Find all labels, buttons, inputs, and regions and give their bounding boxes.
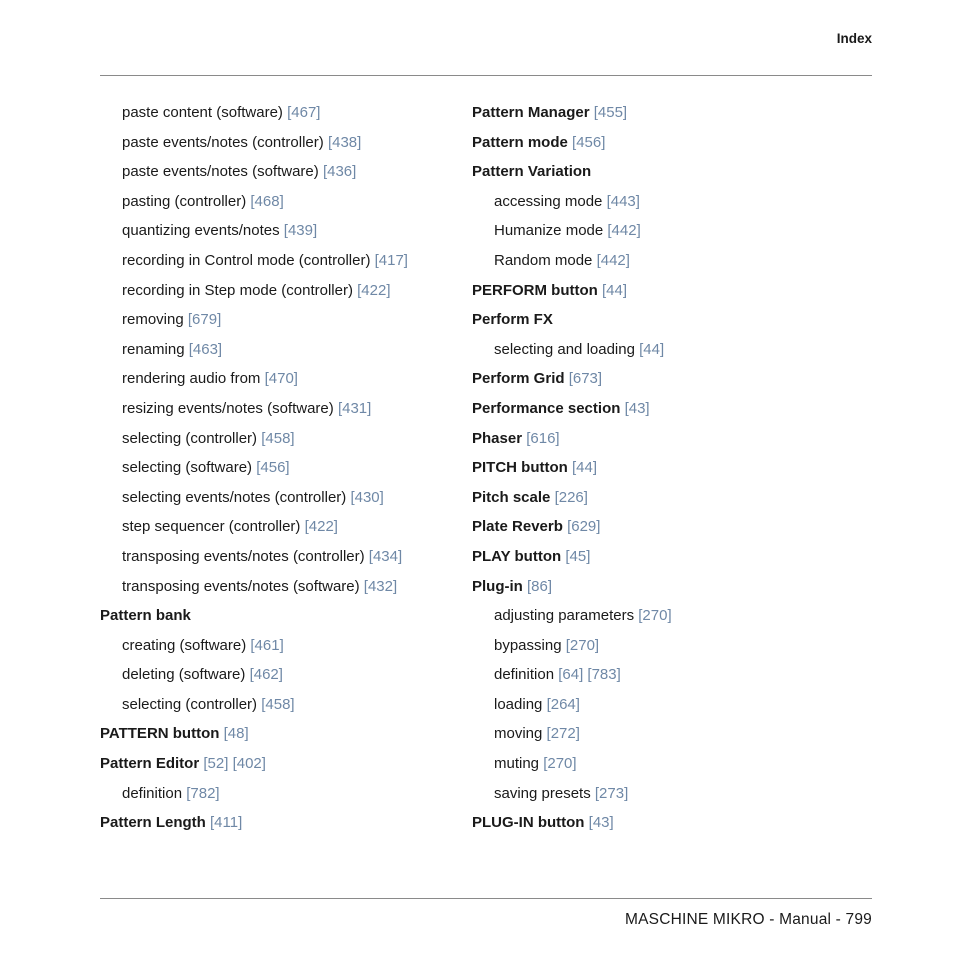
page-reference-link[interactable]: [438] bbox=[327, 133, 362, 151]
index-term: PLUG-IN button bbox=[472, 814, 585, 832]
page-reference-link[interactable]: [673] bbox=[568, 370, 603, 388]
page-reference-link[interactable]: [468] bbox=[250, 192, 284, 210]
index-term: PITCH button bbox=[472, 459, 568, 477]
index-term: definition bbox=[122, 784, 183, 802]
index-term: recording in Step mode (controller) bbox=[122, 281, 353, 299]
index-entry bbox=[472, 157, 832, 187]
page-reference-link[interactable]: [48] bbox=[223, 725, 249, 743]
page-reference-link[interactable]: [44] bbox=[571, 459, 598, 477]
index-term: transposing events/notes (controller) bbox=[122, 547, 365, 565]
index-subentry bbox=[100, 276, 460, 306]
page-reference-link[interactable]: [64] bbox=[558, 666, 584, 684]
index-term: saving presets bbox=[494, 784, 591, 802]
index-subentry bbox=[100, 187, 460, 217]
index-entry bbox=[472, 98, 832, 128]
index-subentry bbox=[100, 305, 460, 335]
header-section-label: Index bbox=[836, 31, 872, 46]
index-term: selecting (controller) bbox=[122, 429, 258, 447]
footer-rule bbox=[100, 898, 872, 899]
index-term: selecting and loading bbox=[494, 340, 635, 358]
index-term: Plug-in bbox=[472, 577, 523, 595]
index-subentry bbox=[100, 690, 460, 720]
page-reference-link[interactable]: [43] bbox=[588, 814, 614, 832]
page-reference-link[interactable]: [422] bbox=[304, 518, 338, 536]
index-subentry bbox=[100, 335, 460, 365]
index-term: transposing events/notes (software) bbox=[122, 577, 360, 595]
index-entry bbox=[100, 601, 460, 631]
index-term: adjusting parameters bbox=[494, 607, 635, 625]
page-reference-link[interactable]: [470] bbox=[264, 370, 298, 388]
page-reference-link[interactable]: [44] bbox=[639, 340, 665, 358]
index-term: paste events/notes (software) bbox=[122, 163, 319, 181]
page-reference-link[interactable]: [273] bbox=[594, 784, 629, 802]
index-entry bbox=[472, 128, 832, 158]
page-reference-link[interactable]: [442] bbox=[596, 251, 630, 269]
index-entry bbox=[472, 512, 832, 542]
index-subentry bbox=[472, 660, 832, 690]
index-term: step sequencer (controller) bbox=[122, 518, 301, 536]
index-subentry bbox=[472, 749, 832, 779]
page-reference-link[interactable]: [456] bbox=[256, 459, 290, 477]
index-term: Random mode bbox=[494, 251, 593, 269]
index-term: paste content (software) bbox=[122, 104, 283, 121]
page-reference-link[interactable]: [456] bbox=[572, 133, 606, 151]
index-entry bbox=[472, 572, 832, 602]
index-subentry bbox=[100, 483, 460, 513]
index-term: Performance section bbox=[472, 399, 621, 417]
page-reference-link[interactable]: [455] bbox=[593, 104, 628, 121]
page-reference-link[interactable]: [467] bbox=[287, 104, 321, 121]
page-reference-link[interactable]: [434] bbox=[368, 547, 403, 565]
page-reference-link[interactable]: [436] bbox=[322, 163, 357, 181]
index-entry bbox=[472, 424, 832, 454]
index-term: Pattern Variation bbox=[472, 163, 592, 181]
index-term: resizing events/notes (software) bbox=[122, 399, 334, 417]
page-reference-link[interactable]: [44] bbox=[601, 281, 628, 299]
page-reference-link[interactable]: [264] bbox=[546, 695, 580, 713]
index-entry bbox=[472, 808, 832, 838]
index-subentry bbox=[100, 157, 460, 187]
index-term: Pitch scale bbox=[472, 488, 551, 506]
index-entry bbox=[472, 394, 832, 424]
page-reference-link[interactable]: [417] bbox=[374, 251, 408, 269]
index-subentry bbox=[100, 779, 460, 809]
page-reference-link[interactable]: [411] bbox=[210, 814, 243, 832]
index-subentry bbox=[472, 246, 832, 276]
page-reference-link[interactable]: [402] bbox=[232, 755, 266, 773]
index-subentry bbox=[100, 128, 460, 158]
page-reference-link[interactable]: [431] bbox=[337, 399, 372, 417]
index-term: selecting (software) bbox=[122, 459, 253, 477]
page-reference-link[interactable]: [616] bbox=[526, 429, 560, 447]
page-reference-link[interactable]: [430] bbox=[350, 488, 384, 506]
index-term: PATTERN button bbox=[100, 725, 220, 743]
index-subentry bbox=[100, 98, 460, 128]
index-term: selecting events/notes (controller) bbox=[122, 488, 347, 506]
page-reference-link[interactable]: [270] bbox=[543, 755, 577, 773]
page-reference-link[interactable]: [782] bbox=[186, 784, 220, 802]
index-term: loading bbox=[494, 695, 543, 713]
index-entry bbox=[100, 808, 460, 838]
index-term: bypassing bbox=[494, 636, 562, 654]
index-term: muting bbox=[494, 755, 540, 773]
page-reference-link[interactable]: [439] bbox=[283, 222, 318, 240]
page-reference-link[interactable]: [463] bbox=[188, 340, 223, 358]
index-column-right bbox=[472, 98, 832, 838]
page-reference-link[interactable]: [783] bbox=[587, 666, 621, 684]
index-term: renaming bbox=[122, 340, 185, 358]
index-term: Plate Reverb bbox=[472, 518, 563, 536]
index-term: selecting (controller) bbox=[122, 695, 258, 713]
index-term: moving bbox=[494, 725, 543, 743]
index-entry bbox=[472, 453, 832, 483]
index-entry bbox=[100, 719, 460, 749]
index-subentry bbox=[100, 453, 460, 483]
index-term: Humanize mode bbox=[494, 222, 604, 240]
page-reference-link[interactable]: [43] bbox=[624, 399, 650, 417]
index-term: creating (software) bbox=[122, 636, 247, 654]
page-reference-link[interactable]: [45] bbox=[565, 547, 591, 565]
index-entry bbox=[472, 483, 832, 513]
page-reference-link[interactable]: [443] bbox=[606, 192, 640, 210]
index-subentry bbox=[100, 660, 460, 690]
index-term: rendering audio from bbox=[122, 370, 261, 388]
page-reference-link[interactable]: [432] bbox=[363, 577, 398, 595]
index-subentry bbox=[100, 572, 460, 602]
index-term: Pattern Manager bbox=[472, 104, 590, 121]
page-reference-link[interactable]: [629] bbox=[567, 518, 601, 536]
index-entry bbox=[472, 276, 832, 306]
index-subentry bbox=[472, 631, 832, 661]
index-term: Pattern mode bbox=[472, 133, 568, 151]
index-term: PERFORM button bbox=[472, 281, 598, 299]
footer-page-label: MASCHINE MIKRO - Manual - 799 bbox=[625, 911, 872, 928]
index-term: quantizing events/notes bbox=[122, 222, 280, 240]
index-term: Pattern Length bbox=[100, 814, 206, 832]
index-entry bbox=[100, 749, 460, 779]
index-term: Perform FX bbox=[472, 311, 553, 329]
index-entry bbox=[472, 305, 832, 335]
index-subentry bbox=[100, 246, 460, 276]
index-subentry bbox=[472, 719, 832, 749]
index-subentry bbox=[472, 335, 832, 365]
page-reference-link[interactable]: [442] bbox=[607, 222, 641, 240]
index-term: Pattern Editor bbox=[100, 755, 200, 773]
index-term: Pattern bank bbox=[100, 607, 191, 625]
page-reference-link[interactable]: [422] bbox=[357, 281, 391, 299]
page-reference-link[interactable]: [458] bbox=[261, 429, 295, 447]
index-subentry bbox=[472, 216, 832, 246]
page-reference-link[interactable]: [462] bbox=[249, 666, 283, 684]
index-subentry bbox=[472, 187, 832, 217]
page-reference-link[interactable]: [226] bbox=[554, 488, 588, 506]
page-reference-link[interactable]: [52] bbox=[203, 755, 229, 773]
header-rule bbox=[100, 75, 872, 76]
index-subentry bbox=[100, 512, 460, 542]
index-entry bbox=[472, 364, 832, 394]
page-reference-link[interactable]: [272] bbox=[546, 725, 580, 743]
index-column-left bbox=[100, 98, 460, 838]
index-subentry bbox=[100, 394, 460, 424]
page-reference-link[interactable]: [270] bbox=[565, 636, 600, 654]
page-reference-link[interactable]: [679] bbox=[187, 311, 222, 329]
index-term: removing bbox=[122, 311, 184, 329]
index-term: Perform Grid bbox=[472, 370, 565, 388]
index-subentry bbox=[100, 424, 460, 454]
index-term: pasting (controller) bbox=[122, 192, 247, 210]
index-subentry bbox=[100, 216, 460, 246]
index-subentry bbox=[100, 542, 460, 572]
page-reference-link[interactable]: [270] bbox=[638, 607, 672, 625]
page-reference-link[interactable]: [458] bbox=[261, 695, 295, 713]
index-subentry bbox=[100, 631, 460, 661]
index-subentry bbox=[100, 364, 460, 394]
index-entry bbox=[472, 542, 832, 572]
index-subentry bbox=[472, 690, 832, 720]
index-term: recording in Control mode (controller) bbox=[122, 251, 371, 269]
index-term: definition bbox=[494, 666, 555, 684]
index-term: deleting (software) bbox=[122, 666, 246, 684]
index-subentry bbox=[472, 779, 832, 809]
index-subentry bbox=[472, 601, 832, 631]
page-reference-link[interactable]: [86] bbox=[527, 577, 553, 595]
index-term: paste events/notes (controller) bbox=[122, 133, 324, 151]
page-reference-link[interactable]: [461] bbox=[250, 636, 284, 654]
index-term: Phaser bbox=[472, 429, 523, 447]
index-term: PLAY button bbox=[472, 547, 562, 565]
index-term: accessing mode bbox=[494, 192, 603, 210]
